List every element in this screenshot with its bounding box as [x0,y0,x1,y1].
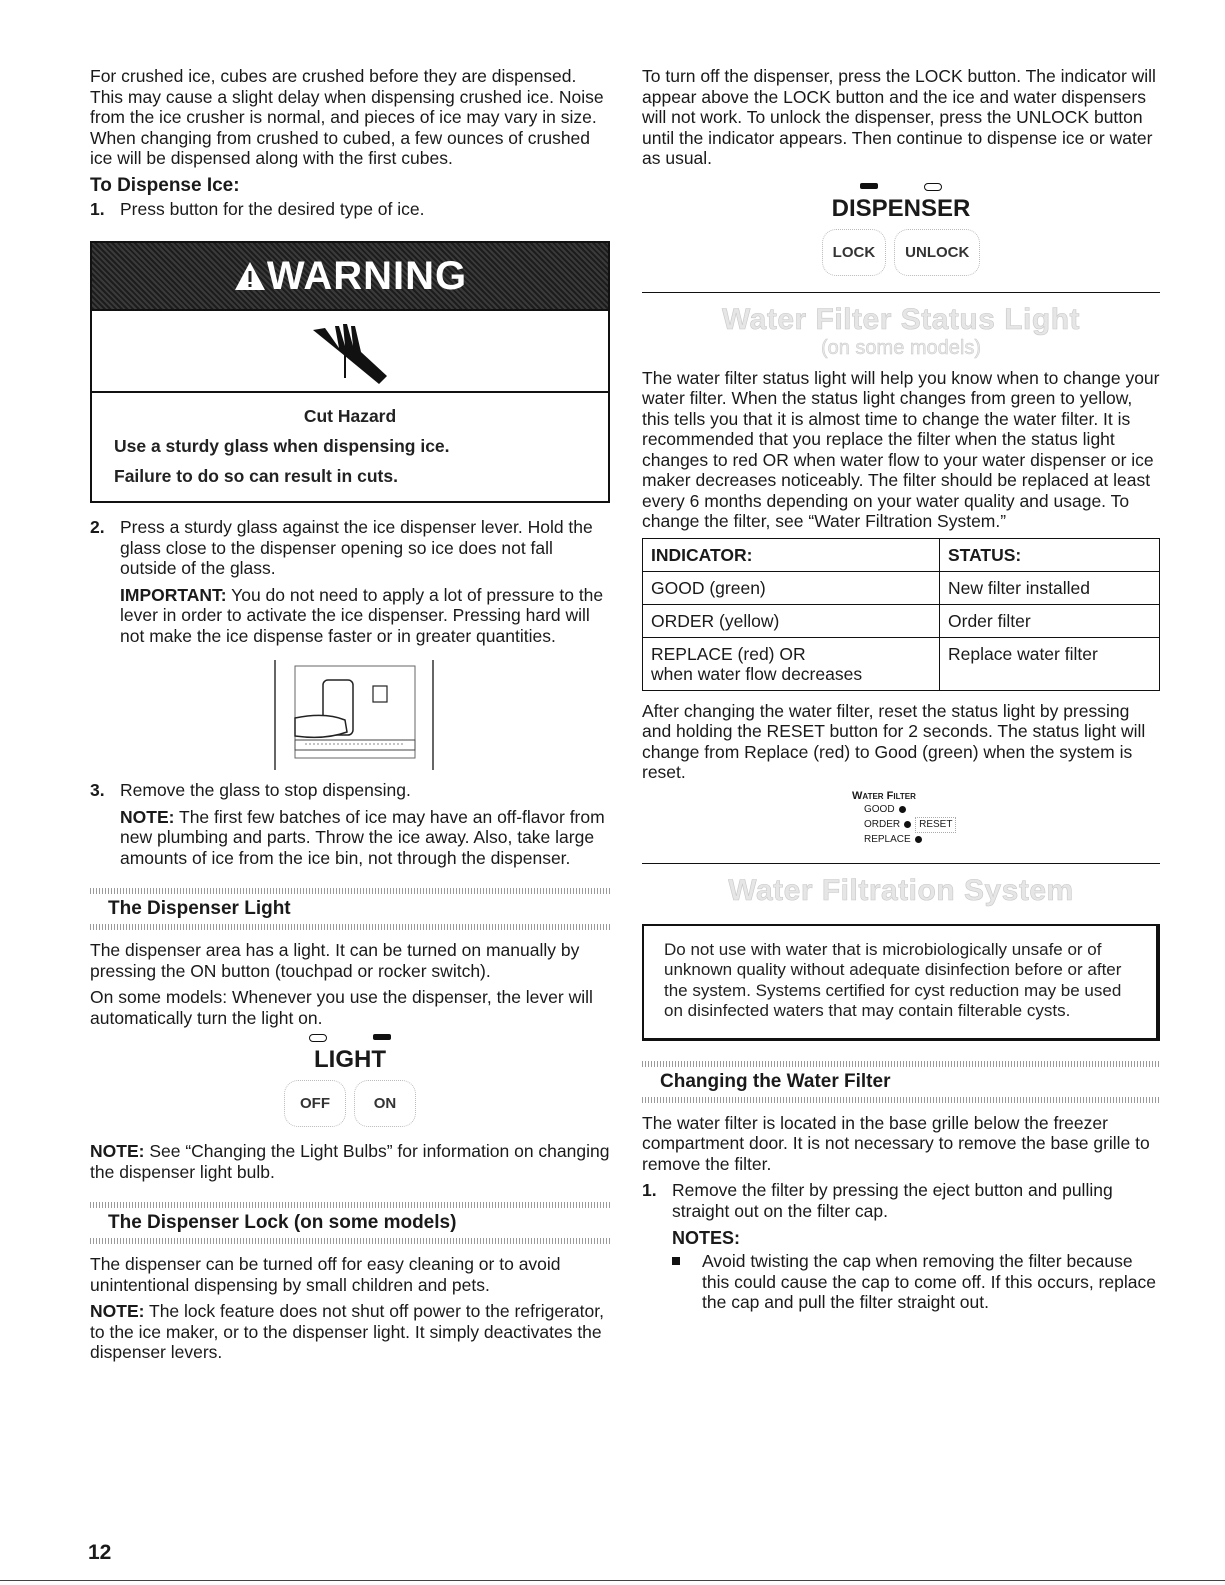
light-off-button[interactable]: OFF [284,1080,346,1127]
bullet-square-icon [672,1257,680,1265]
hazard-title: Cut Hazard [303,406,397,426]
dispenser-label: DISPENSER [831,194,971,222]
replace-label: REPLACE [864,833,911,845]
lock-paragraph-2: To turn off the dispenser, press the LOCK button. The indicator will appear above the LOCK button and the ice and water dispensers will not work. To unlock the dispenser, press the UNLOCK button until the indicator appears. Then continue to dispense ice or water as usual. [642,66,1156,168]
on-indicator-icon [373,1034,391,1040]
unlock-button[interactable]: UNLOCK [894,229,980,276]
dispenser-illustration [90,660,610,770]
water-filter-panel [852,789,1160,847]
table-row [643,571,1160,604]
change-step-1 [642,1180,1160,1221]
filtration-notice-box: Do not use with water that is microbiologically unsafe or of unknown quality without adequate disinfection before or after the system. Systems certified for cyst reduction may be used on disinfected waters that may contain filterable cysts. [642,924,1160,1041]
cut-hand-icon [305,316,395,386]
bullet-text: Avoid twisting the cap when removing the filter because this could cause the cap to come off. If this occurs, replace the cap and pull the filter straight out. [702,1251,1156,1312]
replace-dot-icon [915,836,922,843]
step-number: 1. [642,1180,657,1200]
section-divider [642,863,1160,864]
step-text: Press button for the desired type of ice. [120,198,425,219]
light-on-button[interactable]: ON [354,1080,416,1127]
warning-line-1: Use a sturdy glass when dispensing ice. [114,436,450,456]
order-label: ORDER [864,818,901,830]
notes-label: NOTES: [672,1228,741,1248]
filtration-title: Water Filtration System [728,873,1074,907]
note-light-bulbs [90,1141,610,1182]
step-number: 2. [90,517,105,537]
step-text: Remove the glass to stop dispensing. [120,780,411,800]
step-3 [90,780,610,801]
important-label: IMPORTANT: [120,584,227,605]
section-divider [642,292,1160,293]
step-text: Press a sturdy glass against the ice dispenser lever. Hold the glass close to the dispenser opening so ice does not fall outside of the glass. [120,517,593,578]
list-item [672,1251,1160,1313]
warning-triangle-icon [233,260,267,292]
table-cell: New filter installed [940,571,1160,604]
step-text: Remove the filter by pressing the eject button and pulling straight out on the filter cap. [672,1180,1113,1221]
dispense-heading: To Dispense Ice: [90,174,240,196]
note-text: The lock feature does not shut off power to the refrigerator, to the ice maker, or to the dispenser light. It simply deactivates the dispenser levers. [90,1301,604,1362]
step-1 [90,199,610,220]
step-2 [90,517,610,579]
water-filter-label: Water Filter [852,789,916,802]
dispenser-light-header [90,888,610,930]
changing-filter-paragraph: The water filter is located in the base grille below the freezer compartment door. It is not necessary to remove the base grille to remove the filter. [642,1112,1150,1174]
unlock-indicator-icon [924,183,942,191]
status-light-subtitle: (on some models) [820,336,982,359]
page-number: 12 [88,1541,112,1564]
important-note [120,585,610,647]
note-label: NOTE: [90,1141,145,1161]
lock-paragraph-1: The dispenser can be turned off for easy cleaning or to avoid unintentional dispensing by small children and pets. [90,1254,561,1295]
glass-dispenser-icon [265,660,435,770]
section-title: Changing the Water Filter [660,1070,891,1092]
step-number: 1. [90,198,105,219]
light-paragraph-2: On some models: Whenever you use the dispenser, the lever will automatically turn the light on. [90,987,593,1028]
good-dot-icon [899,806,906,813]
note-text: See “Changing the Light Bulbs” for information on changing the dispenser light bulb. [90,1141,610,1182]
note-text: The first few batches of ice may have an off-flavor from new plumbing and parts. Throw the ice away. Also, take large amounts of ice from the ice bin, not through the dispenser. [120,806,605,868]
note-label: NOTE: [120,806,175,827]
dispenser-lock-header [90,1202,610,1244]
important-text: You do not need to apply a lot of pressure to the lever in order to activate the ice dispenser. Pressing hard will not make the ice dispense faster or in greater quantities. [120,584,604,646]
table-cell: REPLACE (red) OR when water flow decreases [643,637,940,690]
right-column [642,66,1160,1313]
section-title: The Dispenser Lock (on some models) [108,1212,457,1233]
step-number: 3. [90,780,105,800]
lock-button[interactable]: LOCK [822,229,887,276]
reset-button[interactable]: RESET [915,817,956,833]
warning-line-2: Failure to do so can result in cuts. [114,466,398,486]
warning-title: WARNING [266,253,468,298]
page-bottom-rule [0,1580,1225,1581]
table-row [643,604,1160,637]
table-cell: ORDER (yellow) [643,604,940,637]
light-control-panel [90,1034,610,1127]
light-label: LIGHT [314,1046,386,1073]
changing-filter-header [642,1061,1160,1103]
status-light-paragraph: The water filter status light will help you know when to change your water filter. When the status light changes from green to yellow, this tells you that it is almost time to change the water filter. It is recommended that you replace the filter when the status light changes to red OR when water flow to your water dispenser or ice maker decreases noticeably. The filter should be replaced at least every 6 months depending on your water quality and usage. To change the filter, see “Water Filtration System.” [642,367,1160,531]
table-header-row [643,538,1160,571]
note-lock-feature [90,1301,610,1363]
intro-paragraph: For crushed ice, cubes are crushed before they are dispensed. This may cause a slight delay when dispensing crushed ice. Noise from the ice crusher is normal, and pieces of ice may vary in size. When changing from crushed to cubed, a few ounces of crushed ice will be dispensed along with the first cubes. [90,66,604,168]
off-indicator-icon [309,1034,327,1042]
table-cell: Replace water filter [940,637,1160,690]
dispenser-control-panel [642,183,1160,276]
column-header: STATUS: [940,538,1160,571]
order-dot-icon [904,821,911,828]
note-first-batches [120,807,610,869]
status-light-title: Water Filter Status Light [721,302,1081,336]
section-title: The Dispenser Light [108,898,291,919]
table-row [643,637,1160,690]
light-paragraph-1: The dispenser area has a light. It can be turned on manually by pressing the ON button (touchpad or rocker switch). [90,940,580,981]
left-column [90,66,610,1369]
lock-indicator-icon [860,183,878,189]
status-table [642,538,1160,691]
column-header: INDICATOR: [643,538,940,571]
note-label: NOTE: [90,1301,145,1321]
table-cell: Order filter [940,604,1160,637]
reset-paragraph: After changing the water filter, reset the status light by pressing and holding the RESET button for 2 seconds. The status light will change from Replace (red) to Good (green) when the system is reset. [642,700,1146,782]
warning-header [92,243,608,311]
table-cell: GOOD (green) [643,571,940,604]
warning-box [90,241,610,503]
good-label: GOOD [864,803,895,815]
